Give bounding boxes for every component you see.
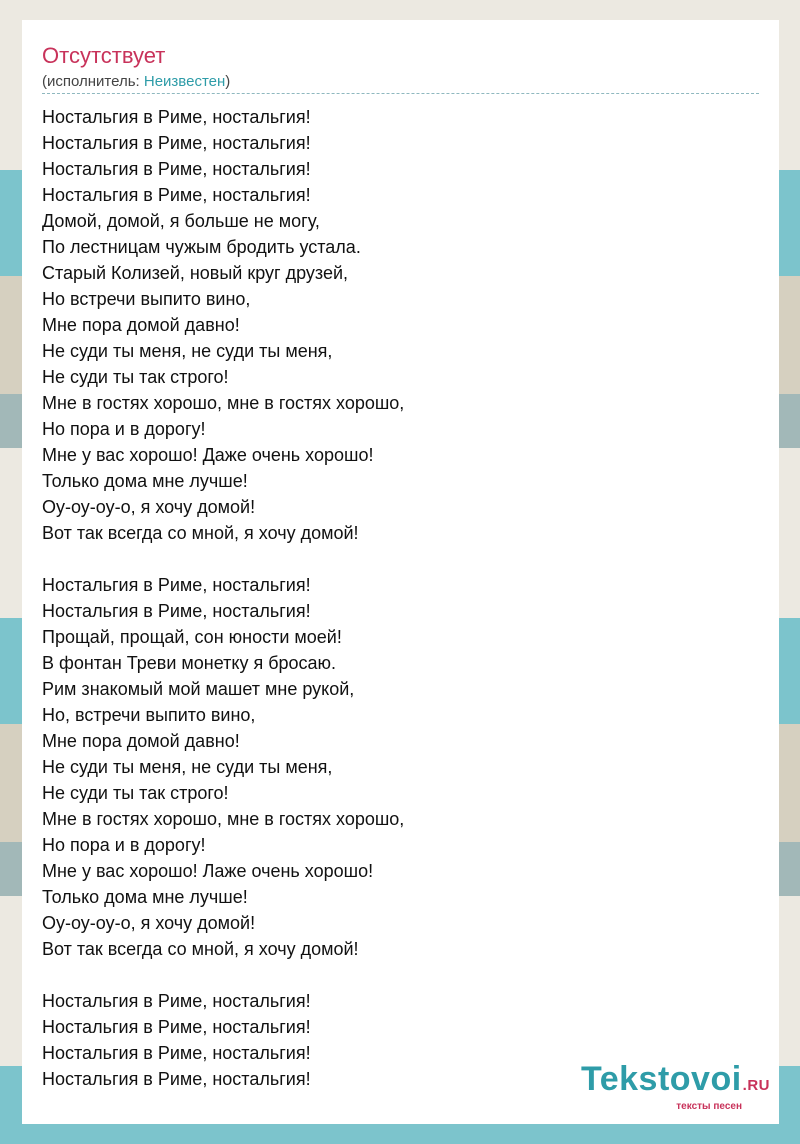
lyric-line: Мне пора домой давно! bbox=[42, 315, 240, 335]
lyric-line bbox=[42, 546, 404, 572]
lyric-line: Не суди ты так строго! bbox=[42, 367, 229, 387]
lyric-line: Ностальгия в Риме, ностальгия! bbox=[42, 1069, 311, 1089]
title-divider bbox=[42, 93, 759, 94]
performer-prefix: (исполнитель: bbox=[42, 73, 144, 90]
lyric-line: Но пора и в дорогу! bbox=[42, 835, 206, 855]
lyric-line: Но встречи выпито вино, bbox=[42, 289, 251, 309]
lyric-line: Домой, домой, я больше не могу, bbox=[42, 211, 320, 231]
lyric-line: Мне в гостях хорошо, мне в гостях хорошо, bbox=[42, 809, 405, 829]
lyrics-card bbox=[22, 20, 779, 1124]
lyric-line: Но, встречи выпито вино, bbox=[42, 705, 256, 725]
logo-name: Tekstovoi bbox=[580, 1060, 742, 1098]
lyric-line: Оу-оу-оу-о, я хочу домой! bbox=[42, 497, 256, 517]
lyric-line: Ностальгия в Риме, ностальгия! bbox=[42, 1017, 311, 1037]
lyric-line: Вот так всегда со мной, я хочу домой! bbox=[42, 939, 359, 959]
lyric-line: В фонтан Треви монетку я бросаю. bbox=[42, 653, 337, 673]
lyric-line: Ностальгия в Риме, ностальгия! bbox=[42, 185, 311, 205]
lyric-line: Ностальгия в Риме, ностальгия! bbox=[42, 601, 311, 621]
artist-link[interactable]: Неизвестен bbox=[143, 73, 226, 90]
lyric-line: Не суди ты меня, не суди ты меня, bbox=[42, 757, 333, 777]
lyric-line: Мне у вас хорошо! Лаже очень хорошо! bbox=[42, 861, 374, 881]
lyric-line: Ностальгия в Риме, ностальгия! bbox=[42, 1043, 311, 1063]
lyric-line: Но пора и в дорогу! bbox=[42, 419, 206, 439]
lyric-line: Старый Колизей, новый круг друзей, bbox=[42, 263, 349, 283]
lyric-line: Мне пора домой давно! bbox=[42, 731, 240, 751]
lyrics-text bbox=[42, 104, 404, 1092]
lyric-line: По лестницам чужым бродить устала. bbox=[42, 237, 361, 257]
lyric-line: Рим знакомый мой машет мне рукой, bbox=[42, 679, 355, 699]
logo-tagline: тексты песен bbox=[676, 1101, 742, 1112]
song-title: Отсутствует bbox=[42, 43, 166, 68]
lyric-line: Оу-оу-оу-о, я хочу домой! bbox=[42, 913, 256, 933]
lyric-line: Ностальгия в Риме, ностальгия! bbox=[42, 575, 311, 595]
lyric-line: Ностальгия в Риме, ностальгия! bbox=[42, 133, 311, 153]
lyric-line: Вот так всегда со мной, я хочу домой! bbox=[42, 523, 359, 543]
lyric-line: Только дома мне лучше! bbox=[42, 887, 248, 907]
lyric-line: Ностальгия в Риме, ностальгия! bbox=[42, 159, 311, 179]
performer-suffix: ) bbox=[225, 73, 231, 90]
lyric-line: Только дома мне лучше! bbox=[42, 471, 248, 491]
lyric-line bbox=[42, 962, 404, 988]
lyric-line: Мне в гостях хорошо, мне в гостях хорошо, bbox=[42, 393, 405, 413]
lyric-line: Не суди ты так строго! bbox=[42, 783, 229, 803]
performer-line bbox=[42, 72, 230, 92]
lyric-line: Ностальгия в Риме, ностальгия! bbox=[42, 107, 311, 127]
lyric-line: Ностальгия в Риме, ностальгия! bbox=[42, 991, 311, 1011]
site-logo[interactable] bbox=[581, 1061, 770, 1112]
lyric-line: Не суди ты меня, не суди ты меня, bbox=[42, 341, 333, 361]
logo-tld: .RU bbox=[742, 1077, 770, 1094]
lyric-line: Мне у вас хорошо! Даже очень хорошо! bbox=[42, 445, 374, 465]
lyric-line: Прощай, прощай, сон юности моей! bbox=[42, 627, 342, 647]
